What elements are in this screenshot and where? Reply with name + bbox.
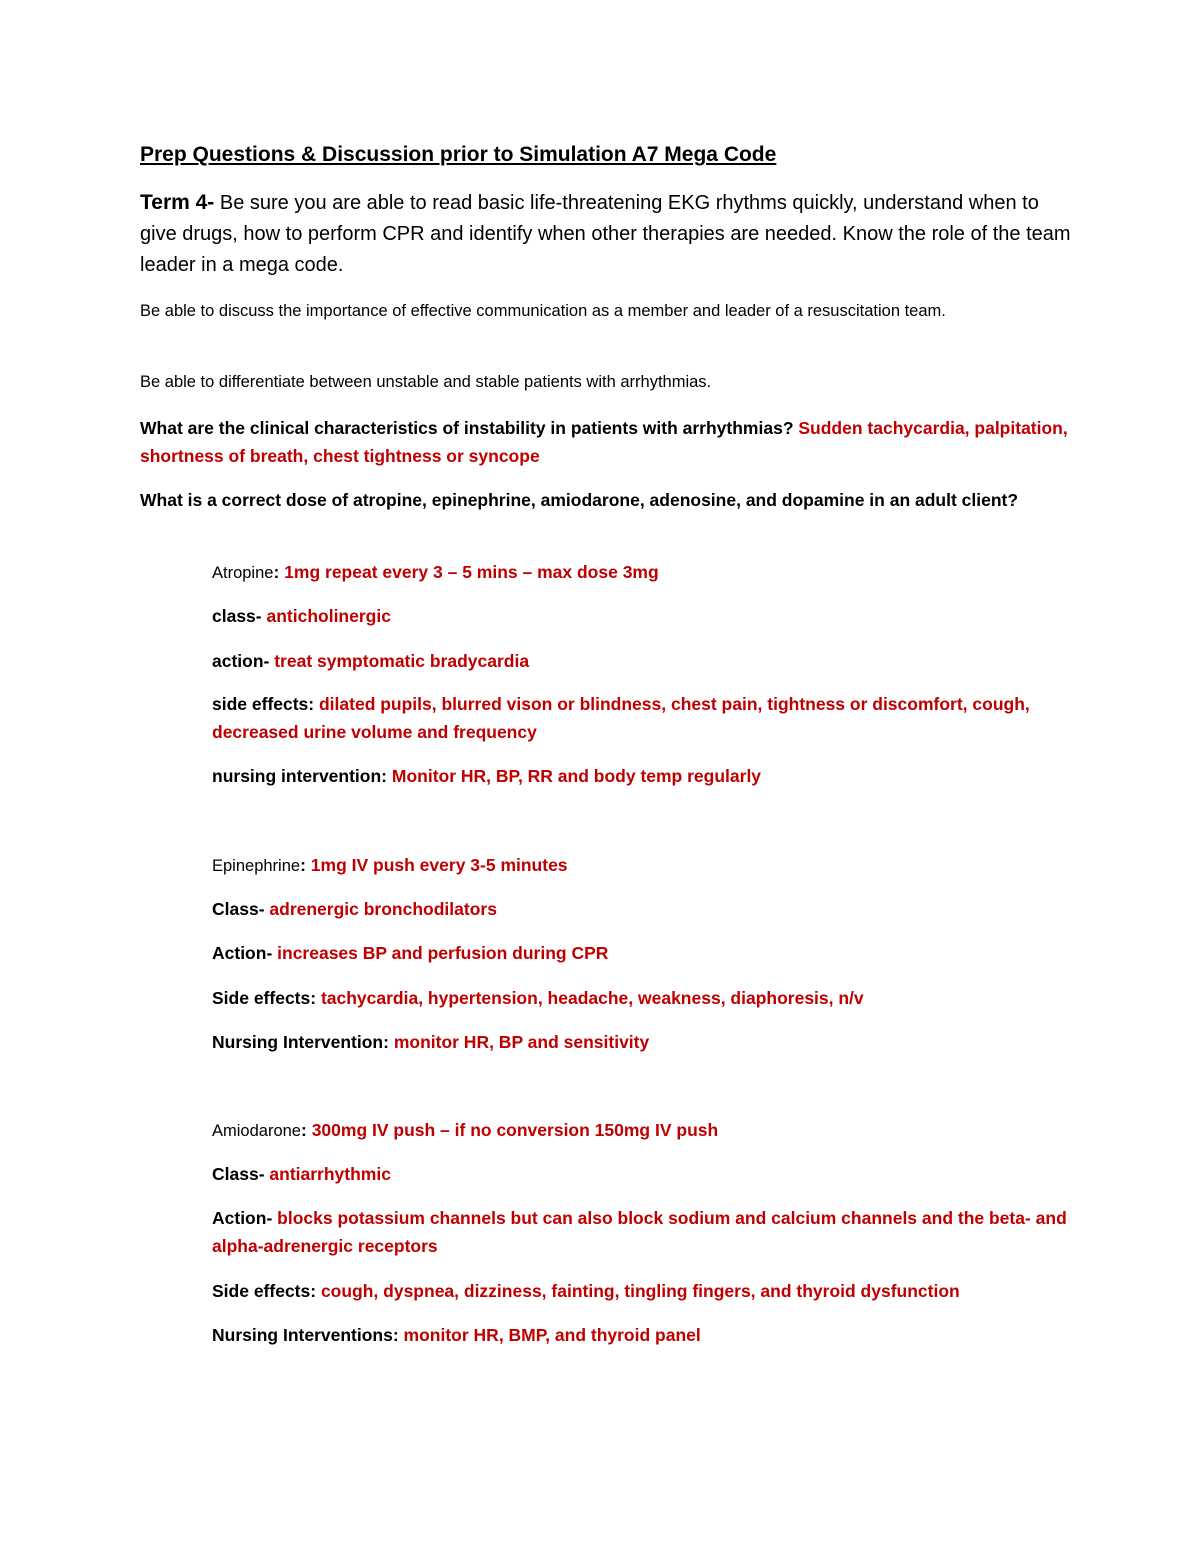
amiodarone-action: Action- blocks potassium channels but can also block sodium and calcium channels and the beta- and alpha-adrenergic receptors — [212, 1208, 1067, 1256]
epinephrine-action: Action- increases BP and perfusion during CPR — [212, 943, 609, 963]
communication-paragraph: Be able to discuss the importance of effective communication as a member and leader of a resuscitation team. — [140, 302, 946, 320]
epinephrine-side-effects: Side effects: tachycardia, hypertension, headache, weakness, diaphoresis, n/v — [212, 988, 864, 1008]
instability-answer: Sudden tachycardia, palpitation, shortness of breath, chest tightness or syncope — [140, 418, 1068, 466]
differentiate-paragraph: Be able to differentiate between unstable and stable patients with arrhythmias. — [140, 373, 712, 391]
intro-lead: Term 4- — [140, 191, 215, 214]
amiodarone-side-effects: Side effects: cough, dyspnea, dizziness, fainting, tingling fingers, and thyroid dysfunction — [212, 1281, 960, 1301]
intro-text: Be sure you are able to read basic life-threatening EKG rhythms quickly, understand when to give drugs, how to perform CPR and identify when other therapies are needed. Know the role of the team leader in a mega code. — [140, 192, 1071, 276]
atropine-class: class- anticholinergic — [212, 606, 391, 626]
epinephrine-nursing: Nursing Intervention: monitor HR, BP and sensitivity — [212, 1032, 650, 1052]
atropine-action: action- treat symptomatic bradycardia — [212, 651, 530, 671]
atropine-side-effects: side effects: dilated pupils, blurred vison or blindness, chest pain, tightness or discomfort, cough, decreased urine volume and frequency — [212, 694, 1030, 742]
epinephrine-dose-value: 1mg IV push every 3-5 minutes — [310, 855, 568, 875]
intro-paragraph — [140, 187, 1080, 281]
instability-question-text: What are the clinical characteristics of instability in patients with arrhythmias? — [140, 418, 799, 438]
amiodarone-name: Amiodarone — [212, 1122, 301, 1140]
dose-question: What is a correct dose of atropine, epinephrine, amiodarone, adenosine, and dopamine in an adult client? — [140, 490, 1019, 510]
instability-question — [140, 414, 1080, 470]
amiodarone-nursing: Nursing Interventions: monitor HR, BMP, and thyroid panel — [212, 1325, 701, 1345]
atropine-dose-value: 1mg repeat every 3 – 5 mins – max dose 3mg — [284, 562, 659, 582]
document-title: Prep Questions & Discussion prior to Simulation A7 Mega Code — [140, 143, 777, 166]
amiodarone-dose-value: 300mg IV push – if no conversion 150mg IV push — [311, 1120, 719, 1140]
epinephrine-class: Class- adrenergic bronchodilators — [212, 899, 497, 919]
epinephrine-dose: Epinephrine: 1mg IV push every 3-5 minutes — [212, 855, 568, 875]
atropine-name: Atropine — [212, 564, 274, 582]
epinephrine-name: Epinephrine — [212, 857, 301, 875]
amiodarone-class: Class- antiarrhythmic — [212, 1164, 391, 1184]
atropine-dose: Atropine: 1mg repeat every 3 – 5 mins – max dose 3mg — [212, 562, 659, 582]
amiodarone-dose: Amiodarone: 300mg IV push – if no conversion 150mg IV push — [212, 1120, 719, 1140]
atropine-nursing: nursing intervention: Monitor HR, BP, RR and body temp regularly — [212, 766, 762, 786]
